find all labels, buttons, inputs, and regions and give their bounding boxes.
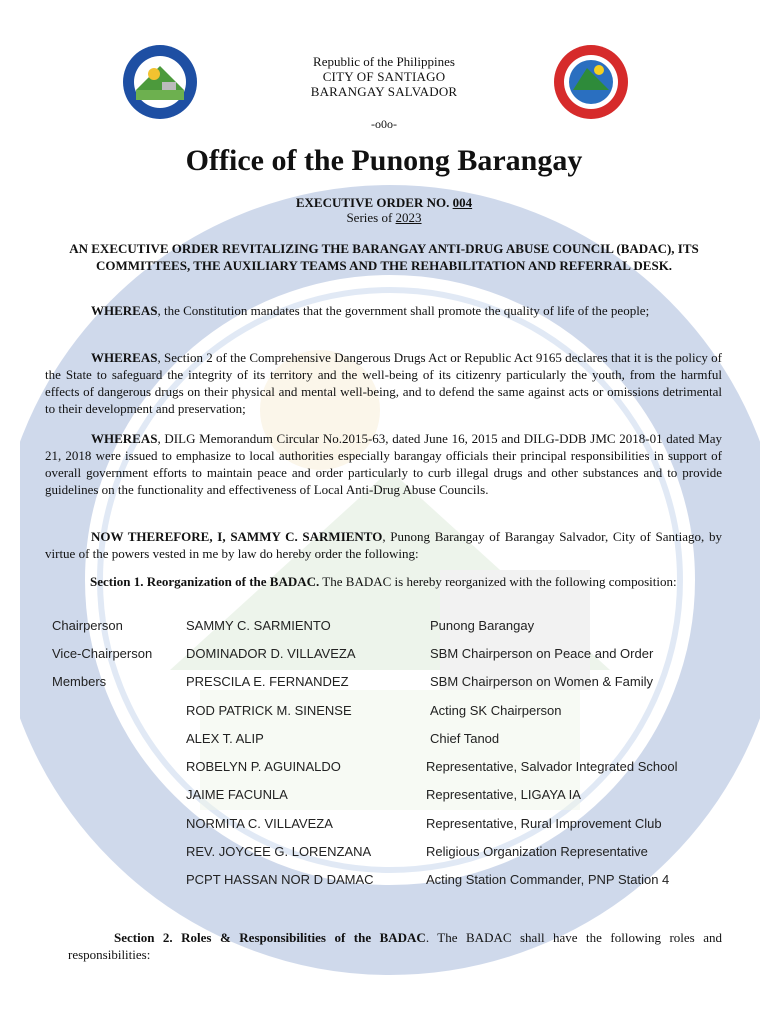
member-name: DOMINADOR D. VILLAVEZA — [186, 646, 356, 661]
separator: -o0o- — [371, 117, 397, 131]
section-2: Section 2. Roles & Responsibilities of the BADAC. The BADAC shall have the following roles and responsibilities: — [68, 930, 722, 962]
member-name: PCPT HASSAN NOR D DAMAC — [186, 872, 374, 887]
member-position: Acting Station Commander, PNP Station 4 — [426, 872, 670, 887]
member-role: Vice-Chairperson — [52, 646, 153, 661]
member-position: Acting SK Chairperson — [430, 703, 562, 718]
member-position: Representative, Salvador Integrated School — [426, 759, 678, 774]
republic-line: Republic of the Philippines — [313, 54, 455, 69]
whereas-2: WHEREAS, Section 2 of the Comprehensive Dangerous Drugs Act or Republic Act 9165 declares that it is the policy of the State to safeguard the integrity of its territory and the well-being of its citizenry particularly the youth, from the harmful effects of dangerous drugs on their physical and mental well-being, and to defend the same against acts or omissions detrimental to their development and preservation; — [45, 350, 722, 416]
barangay-line: BARANGAY SALVADOR — [310, 84, 458, 99]
member-role: Members — [52, 674, 107, 689]
member-position: Religious Organization Representative — [426, 844, 648, 859]
eo-number: 004 — [452, 195, 473, 210]
whereas-3: WHEREAS, DILG Memorandum Circular No.2015-63, dated June 16, 2015 and DILG-DDB JMC 2018-01 dated May 21, 2018 were issued to emphasize to local authorities especially barangay officials their principal responsibilities in support of overall government efforts to maintain peace and order particularly to curb illegal drugs and other substances and to provide guidelines on the functionality and effectiveness of Local Anti-Drug Abuse Councils. — [45, 431, 722, 497]
whereas-1: WHEREAS, the Constitution mandates that the government shall promote the quality of life of the people; — [91, 303, 650, 318]
member-name: ROBELYN P. AGUINALDO — [186, 759, 341, 774]
order-title: AN EXECUTIVE ORDER REVITALIZING THE BARANGAY ANTI-DRUG ABUSE COUNCIL (BADAC), ITS COMMITTEES, THE AUXILIARY TEAMS AND THE REHABILITATION AND REFERRAL DESK. — [69, 241, 699, 273]
letterhead — [0, 54, 768, 99]
member-name: NORMITA C. VILLAVEZA — [186, 816, 333, 831]
member-position: SBM Chairperson on Women & Family — [430, 674, 654, 689]
office-title: Office of the Punong Barangay — [185, 144, 583, 177]
eo-label: EXECUTIVE ORDER NO. — [295, 195, 450, 210]
series-label: Series of — [346, 210, 393, 225]
member-name: JAIME FACUNLA — [186, 787, 288, 802]
series-year: 2023 — [395, 210, 422, 225]
executive-order-heading — [0, 195, 768, 225]
member-position: Representative, Rural Improvement Club — [426, 816, 662, 831]
member-name: REV. JOYCEE G. LORENZANA — [186, 844, 372, 859]
section-1: Section 1. Reorganization of the BADAC. The BADAC is hereby reorganized with the following composition: — [90, 574, 677, 589]
city-line: CITY OF SANTIAGO — [322, 69, 446, 84]
member-position: SBM Chairperson on Peace and Order — [430, 646, 654, 661]
member-name: SAMMY C. SARMIENTO — [186, 618, 331, 633]
member-name: ALEX T. ALIP — [186, 731, 264, 746]
member-role: Chairperson — [52, 618, 123, 633]
member-position: Punong Barangay — [430, 618, 535, 633]
member-position: Representative, LIGAYA IA — [426, 787, 581, 802]
member-name: ROD PATRICK M. SINENSE — [186, 703, 352, 718]
member-position: Chief Tanod — [430, 731, 500, 746]
now-therefore-clause: NOW THEREFORE, I, SAMMY C. SARMIENTO, Punong Barangay of Barangay Salvador, City of Santiago, by virtue of the powers vested in me by law do hereby order the following: — [45, 529, 722, 561]
member-name: PRESCILA E. FERNANDEZ — [186, 674, 349, 689]
